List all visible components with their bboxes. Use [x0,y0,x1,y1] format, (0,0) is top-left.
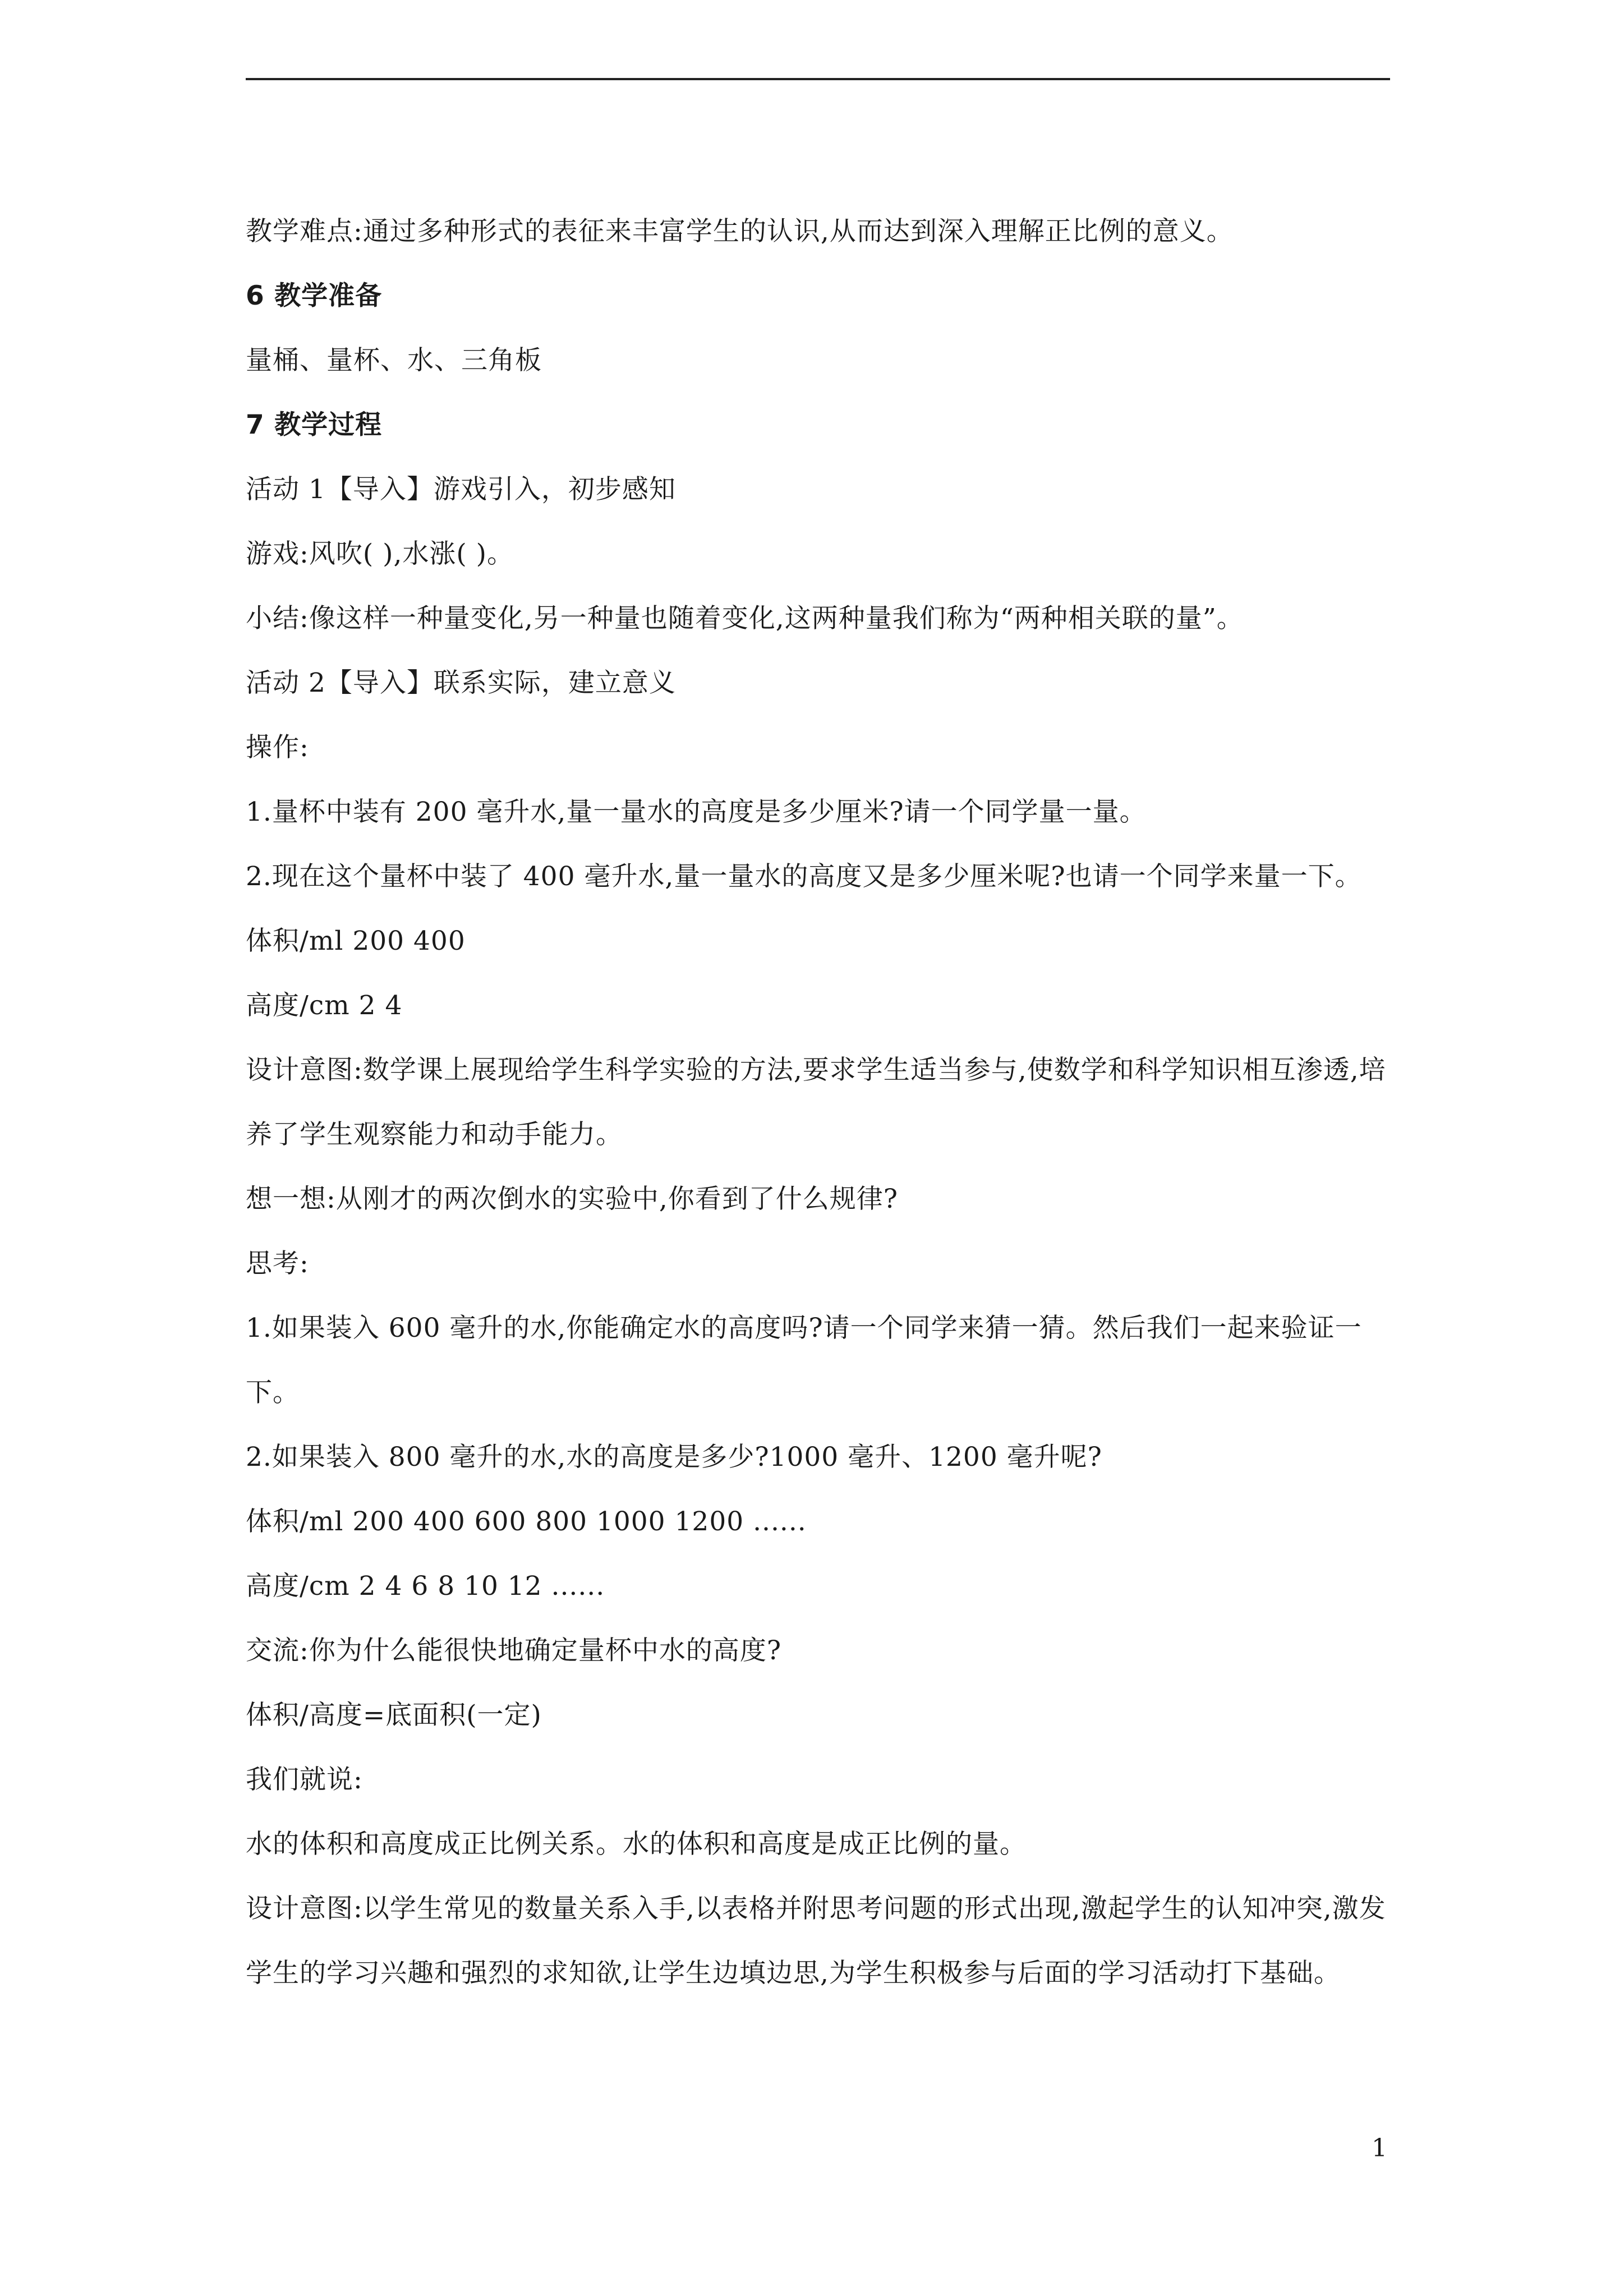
paragraph-volume-row-1: 体积/ml 200 400 [246,926,466,956]
paragraph-height-row-2: 高度/cm 2 4 6 8 10 12 ...... [246,1571,605,1602]
document-body [246,199,1390,2005]
paragraph-volume-row-2: 体积/ml 200 400 600 800 1000 1200 ...... [246,1506,807,1537]
paragraph-design-intent-2: 设计意图:以学生常见的数量关系入手,以表格并附思考问题的形式出现,激起学生的认知冲突,激发学生的学习兴趣和强烈的求知欲,让学生边填边思,为学生积极参与后面的学习活动打下基础。 [246,1893,1386,1989]
paragraph-activity-2: 活动 2【导入】联系实际，建立意义 [246,668,676,698]
paragraph-summary: 小结:像这样一种量变化,另一种量也随着变化,这两种量我们称为“两种相关联的量”。 [246,603,1244,634]
paragraph-reflection-label: 思考: [246,1248,309,1279]
paragraph-operation-step-2: 2.现在这个量杯中装了 400 毫升水,量一量水的高度又是多少厘米呢?也请一个同学来量一下。 [246,861,1362,892]
page-number: 1 [1372,2134,1387,2162]
paragraph-design-intent-1: 设计意图:数学课上展现给学生科学实验的方法,要求学生适当参与,使数学和科学知识相互渗透,培养了学生观察能力和动手能力。 [246,1055,1386,1150]
paragraph-operation-label: 操作: [246,732,309,763]
paragraph-discussion: 交流:你为什么能很快地确定量杯中水的高度? [246,1635,782,1666]
paragraph-we-say: 我们就说: [246,1764,363,1795]
paragraph-height-row-1: 高度/cm 2 4 [246,990,403,1021]
paragraph-teaching-difficulty: 教学难点:通过多种形式的表征来丰富学生的认识,从而达到深入理解正比例的意义。 [246,216,1234,247]
paragraph-reflection-step-2: 2.如果装入 800 毫升的水,水的高度是多少?1000 毫升、1200 毫升呢? [246,1442,1102,1473]
paragraph-operation-step-1: 1.量杯中装有 200 毫升水,量一量水的高度是多少厘米?请一个同学量一量。 [246,797,1147,827]
heading-teaching-process: 7 教学过程 [246,409,383,440]
paragraph-think-prompt: 想一想:从刚才的两次倒水的实验中,你看到了什么规律? [246,1184,898,1214]
paragraph-game: 游戏:风吹( ),水涨( )。 [246,539,514,569]
heading-teaching-preparation: 6 教学准备 [246,280,383,311]
paragraph-reflection-step-1: 1.如果装入 600 毫升的水,你能确定水的高度吗?请一个同学来猜一猜。然后我们一起来验证一下。 [246,1313,1362,1408]
paragraph-materials: 量桶、量杯、水、三角板 [246,345,542,376]
header-rule [246,78,1390,80]
paragraph-formula: 体积/高度=底面积(一定) [246,1700,542,1731]
paragraph-activity-1: 活动 1【导入】游戏引入，初步感知 [246,474,676,505]
paragraph-conclusion: 水的体积和高度成正比例关系。水的体积和高度是成正比例的量。 [246,1829,1027,1860]
